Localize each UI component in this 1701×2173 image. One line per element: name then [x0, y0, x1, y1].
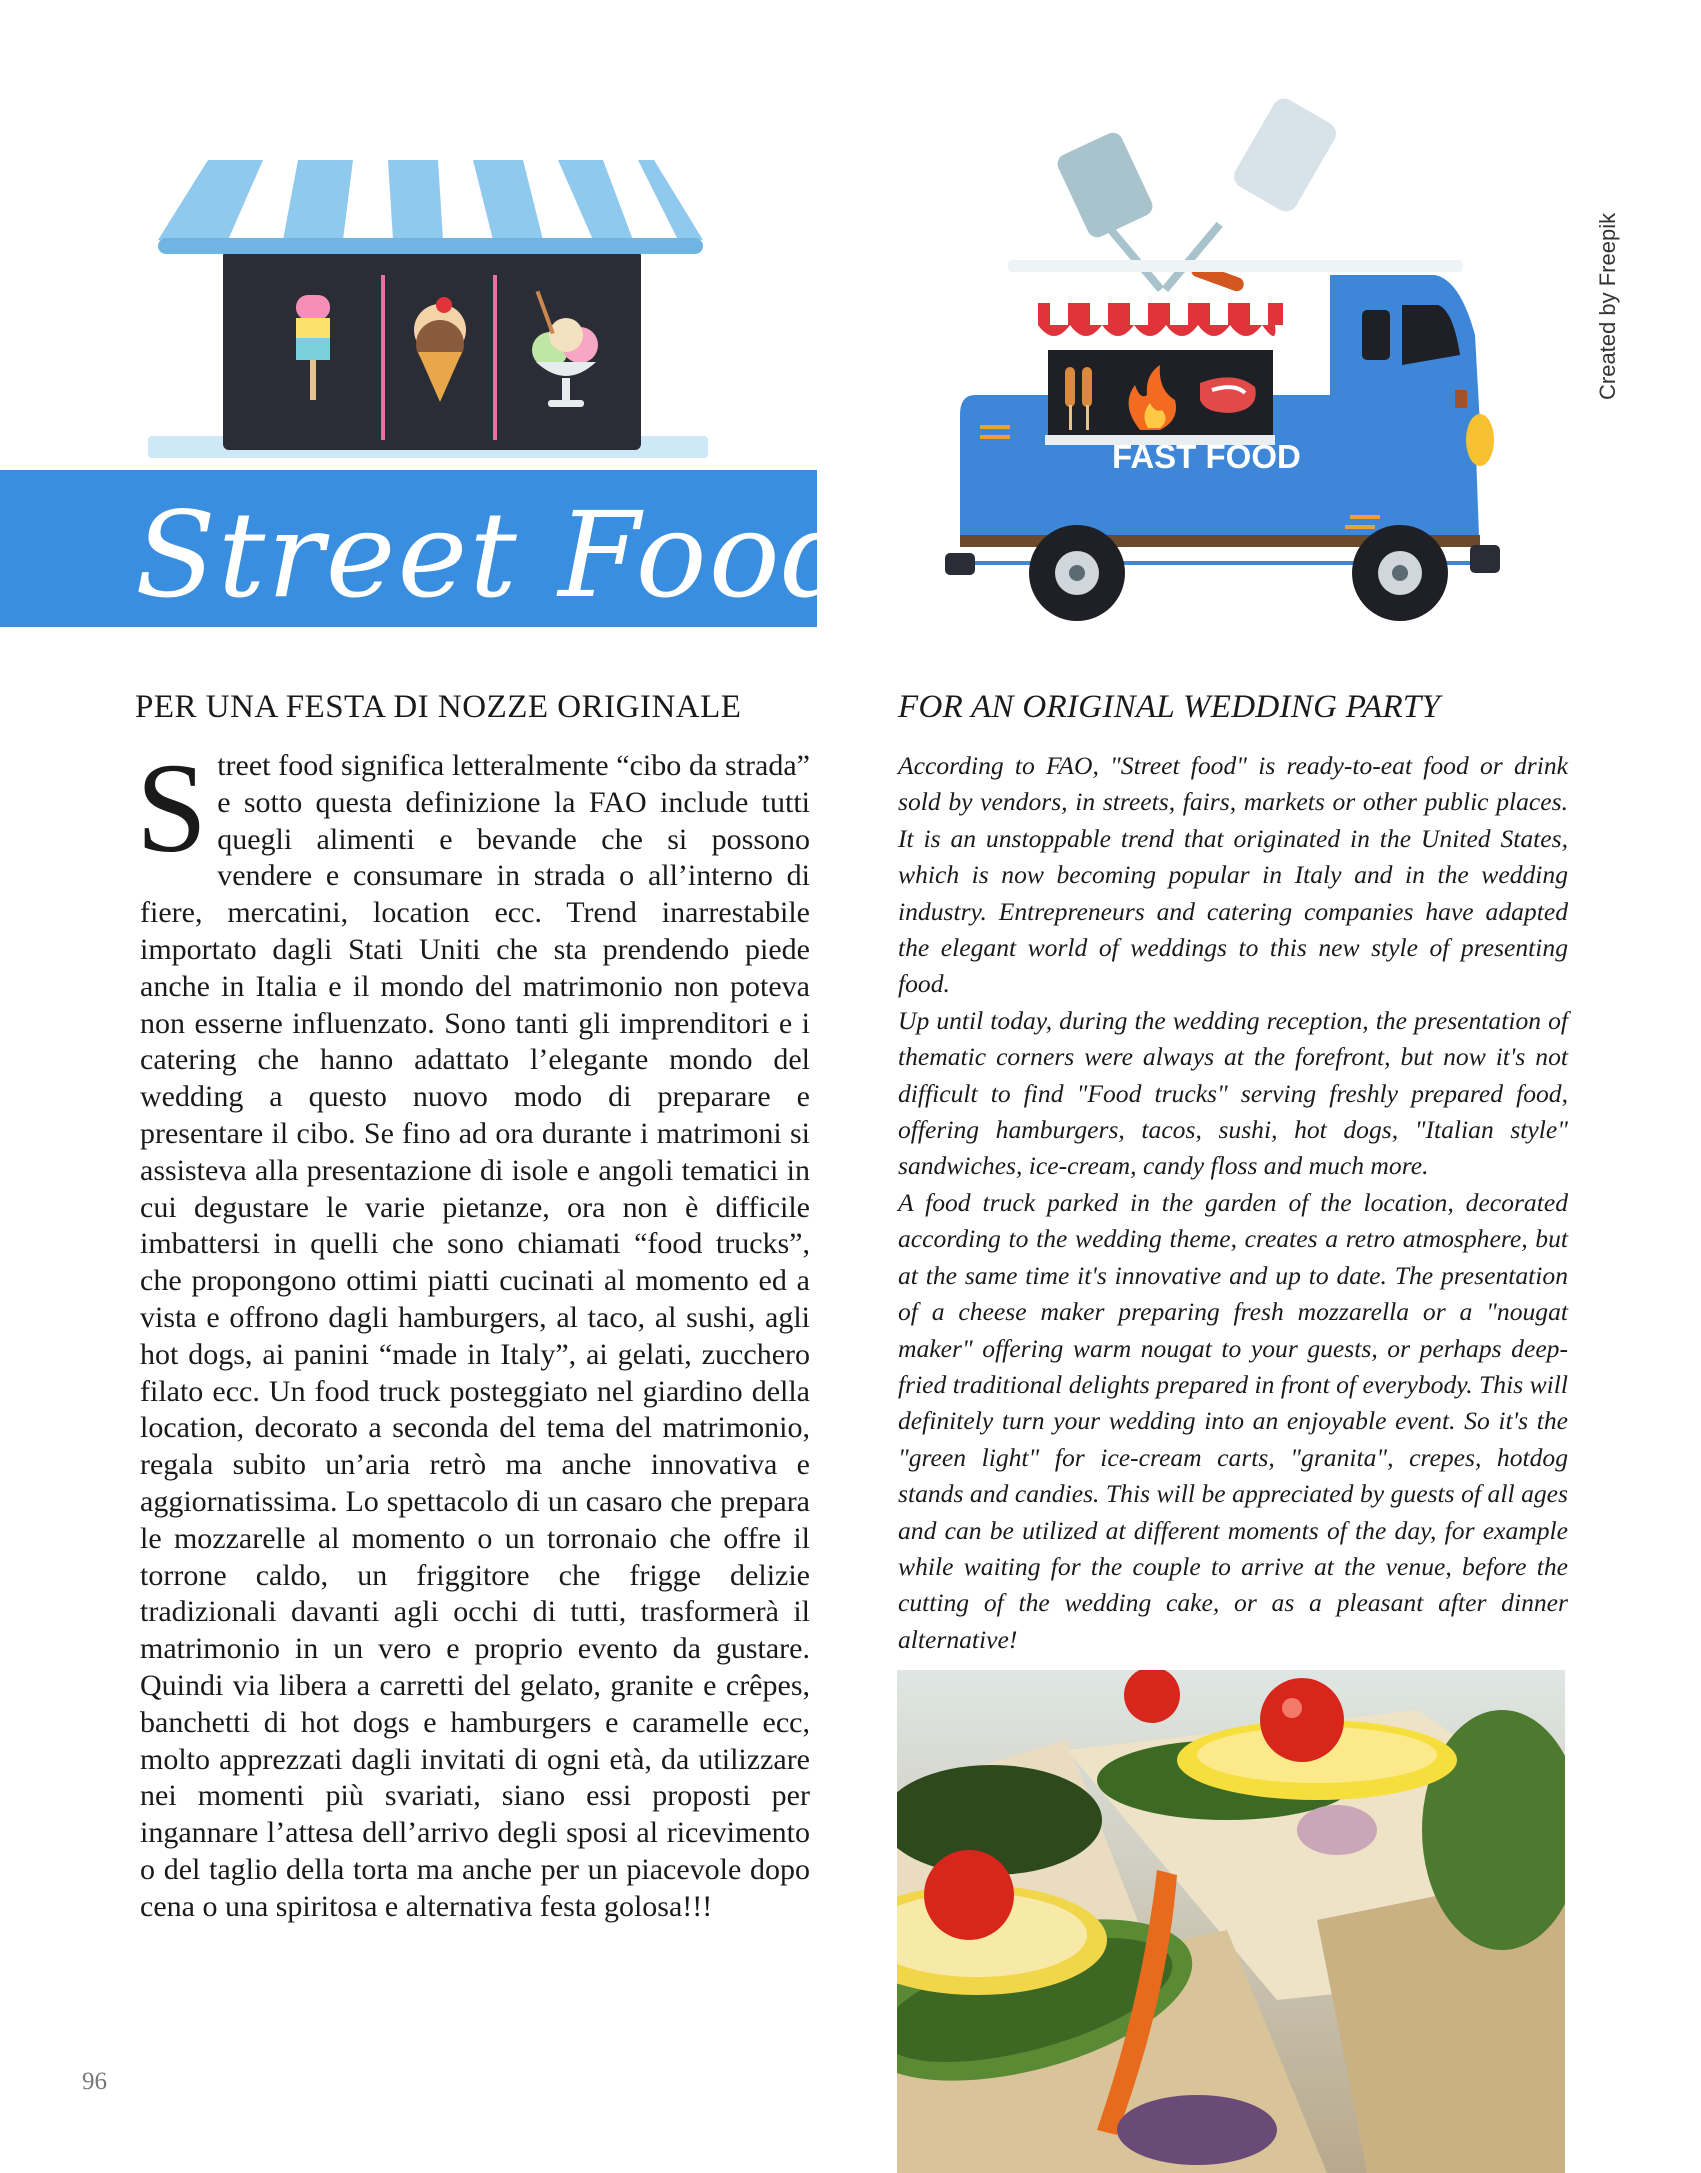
drop-cap: S [136, 737, 208, 879]
truck-awning [1038, 303, 1283, 336]
truck-roof [1008, 260, 1463, 272]
article-text-italian: treet food significa letteralmente “cibo da strada” e sotto questa definizione la FAO include tutti quegli alimenti e bevande che si possono vendere e consumare in strada o all’interno di fiere, mercatini, location ecc. Trend inarrestabile importato dagli Stati Uniti che sta prendendo piede anche in Italia e il mondo del matrimonio non poteva non esserne influenzato. Sono tanti gli imprenditori e i catering che hanno adattato l’elegante mondo del wedding a questo nuovo modo di preparare e presentare il cibo. Se fino ad ora durante i matrimoni si assisteva alla presentazione di isole e angoli tematici in cui degustare le varie pietanze, ora non è difficile imbattersi in quelli che sono chiamati “food trucks”, che propongono ottimi piatti cucinati al momento ed a vista e offrono dagli hamburgers, al taco, al sushi, agli hot dogs, ai panini “made in Italy”, ai gelati, zucchero filato ecc. Un food truck posteggiato nel giardino della location, decorato a seconda del tema del matrimonio, regala subito un’aria retrò ma anche innovativa e aggiornatissima. Lo spettacolo di un casaro che prepara le mozzarelle al momento o un torronaio che offre il torrone caldo, un friggitore che frigge delizie tradizionali davanti agli occhi di tutti, trasformerà il matrimonio in un vero e proprio evento da gustare. Quindi via libera a carretti del gelato, granite e crêpes, banchetti di hot dogs e hamburgers e caramelle ecc, molto apprezzati dagli invitati di ogni età, da utilizzare nei momenti più svariati, siano essi proposti per ingannare l’attesa dell’arrivo degli sposi al ricevimento o del taglio della torta ma anche per un piacevole dopo cena o una spiritosa e alternativa festa golosa!!! [140, 749, 810, 1923]
illustration-credit: Created by Freepik [1595, 212, 1620, 400]
food-truck-illustration [890, 95, 1590, 635]
headlight [1466, 414, 1494, 466]
paragraph: According to FAO, "Street food" is ready-to-eat food or drink sold by vendors, in streets, fairs, markets or other public places. It is an unstoppable trend that originated in the United States, which is now becoming popular in Italy and in the wedding industry. Entrepreneurs and catering companies have adapted the elegant world of weddings to this new style of presenting food. [898, 751, 1568, 999]
stall-awning [158, 160, 703, 254]
truck-sign: FAST FOOD [1112, 438, 1301, 475]
paragraph: Up until today, during the wedding reception, the presentation of thematic corners were always at the forefront, but now it's not difficult to find "Food trucks" serving freshly prepared food, offering hamburgers, tacos, sushi, hot dogs, "Italian style" sandwiches, ice-cream, candy floss and much more. [898, 1005, 1568, 1181]
steak-icon [1200, 377, 1256, 413]
article-body-english [898, 748, 1568, 1654]
stall-illustration [148, 140, 708, 490]
stall-divider [381, 275, 385, 440]
article-body-italian [136, 737, 810, 2008]
truck-mirror [1455, 390, 1467, 408]
stall-divider [493, 275, 497, 440]
rear-wheel [1352, 525, 1448, 621]
page-number: 96 [82, 2068, 107, 2095]
food-photo [897, 1670, 1565, 2173]
heading-english: FOR AN ORIGINAL WEDDING PARTY [898, 689, 1441, 725]
truck-window [1362, 310, 1390, 360]
heading-italian: PER UNA FESTA DI NOZZE ORIGINALE [135, 689, 742, 725]
front-wheel [1029, 525, 1125, 621]
page-title: Street Food [135, 486, 860, 624]
paragraph: A food truck parked in the garden of the location, decorated according to the wedding theme, creates a retro atmosphere, but at the same time it's innovative and up to date. The presentation of a cheese maker preparing fresh mozzarella or a "nougat maker" offering warm nougat to your guests, or perhaps deep-fried traditional delights prepared in front of everybody. This will definitely turn your wedding into an enjoyable event. So it's the "green light" for ice-cream carts, "granita", crepes, hotdog stands and candies. This will be appreciated by guests of all ages and can be utilized at different moments of the day, for example while waiting for the couple to arrive at the venue, before the cutting of the wedding cake, or as a pleasant after dinner alternative! [898, 1187, 1568, 1654]
